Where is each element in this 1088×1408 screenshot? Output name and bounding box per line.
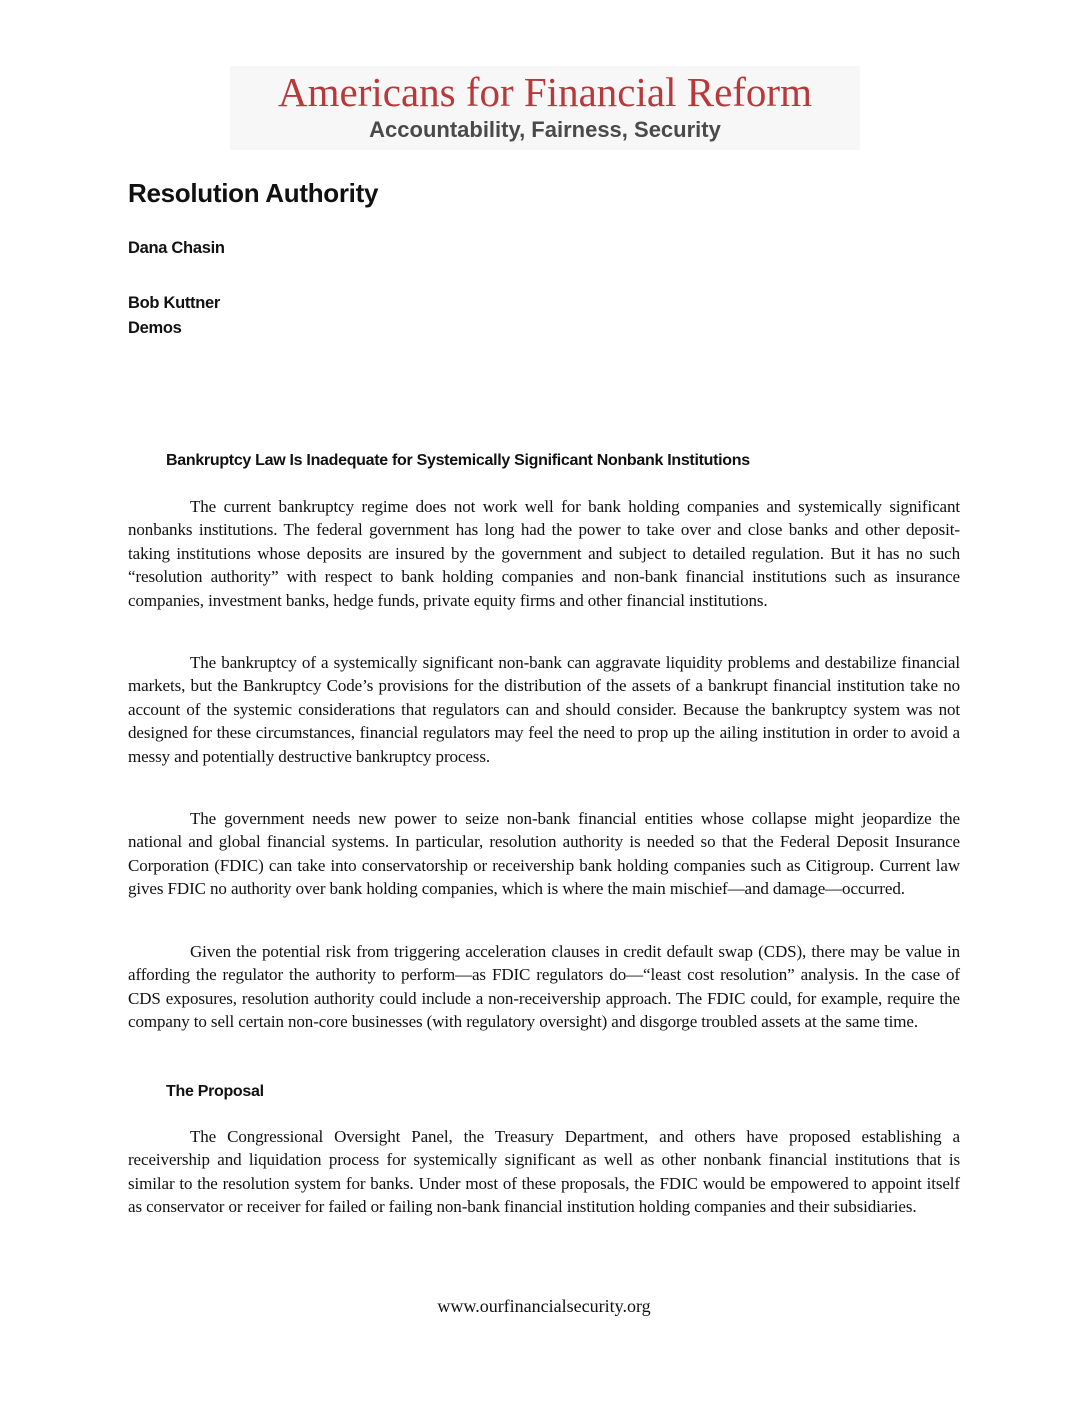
body-paragraph: The current bankruptcy regime does not work well for bank holding companies and systemically significant nonbanks institutions. The federal government has long had the power to take over and close banks and other deposit-taking institutions whose deposits are insured by the government and subject to detailed regulation. But it has no such “resolution authority” with respect to bank holding companies and non-bank financial institutions such as insurance companies, investment banks, hedge funds, private equity firms and other financial institutions. <box>128 497 960 610</box>
author-affiliation: Demos <box>128 319 182 337</box>
section-heading: Bankruptcy Law Is Inadequate for Systemically Significant Nonbank Institutions <box>166 452 750 469</box>
section-heading: The Proposal <box>166 1083 264 1100</box>
body-paragraph: The bankruptcy of a systemically significant non-bank can aggravate liquidity problems and destabilize financial markets, but the Bankruptcy Code’s provisions for the distribution of the assets of a bankrupt financial institution take no account of the systemic considerations that regulators can and should consider. Because the bankruptcy system was not designed for these circumstances, financial regulators may feel the need to prop up the ailing institution in order to avoid a messy and potentially destructive bankruptcy process. <box>128 653 960 766</box>
organization-tagline: Accountability, Fairness, Security <box>369 117 721 142</box>
author-name: Dana Chasin <box>128 239 225 257</box>
organization-name: Americans for Financial Reform <box>278 69 812 115</box>
footer-website-url: www.ourfinancialsecurity.org <box>437 1296 651 1316</box>
letterhead-logo <box>230 66 860 150</box>
document-title: Resolution Authority <box>128 178 379 208</box>
body-paragraph: The Congressional Oversight Panel, the Treasury Department, and others have proposed establishing a receivership and liquidation process for systemically significant as well as other nonbank financial institutions that is similar to the resolution system for banks. Under most of these proposals, the FDIC would be empowered to appoint itself as conservator or receiver for failed or failing non-bank financial institution holding companies and their subsidiaries. <box>128 1127 960 1217</box>
body-paragraph: The government needs new power to seize non-bank financial entities whose collapse might jeopardize the national and global financial systems. In particular, resolution authority is needed so that the Federal Deposit Insurance Corporation (FDIC) can take into conservatorship or receivership bank holding companies such as Citigroup. Current law gives FDIC no authority over bank holding companies, which is where the main mischief—and damage—occurred. <box>128 809 960 899</box>
body-paragraph: Given the potential risk from triggering acceleration clauses in credit default swap (CDS), there may be value in affording the regulator the authority to perform—as FDIC regulators do—“least cost resolution” analysis. In the case of CDS exposures, resolution authority could include a non-receivership approach. The FDIC could, for example, require the company to sell certain non-core businesses (with regulatory oversight) and disgorge troubled assets at the same time. <box>128 942 960 1032</box>
author-name: Bob Kuttner <box>128 294 221 312</box>
